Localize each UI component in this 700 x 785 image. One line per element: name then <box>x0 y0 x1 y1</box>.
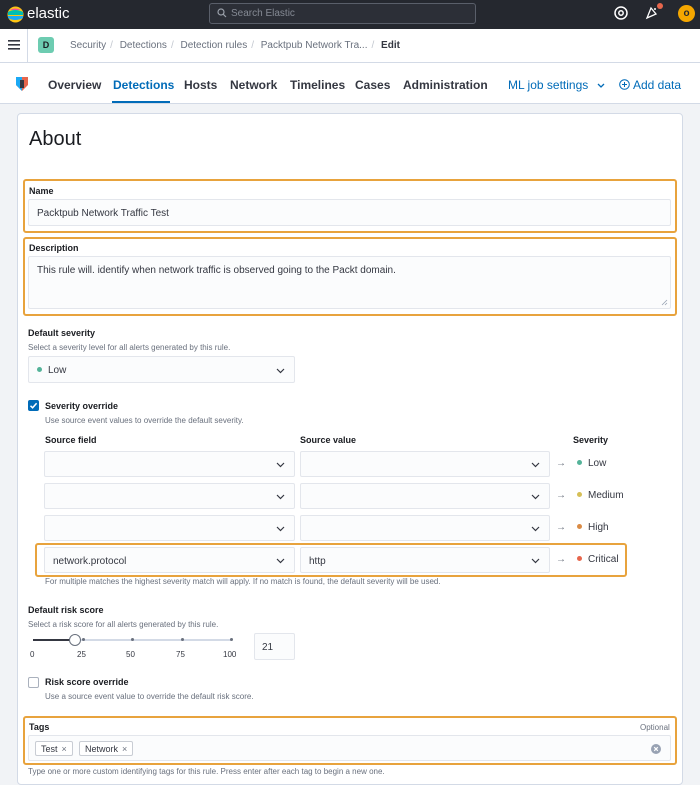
source-field-header: Source field <box>45 435 97 445</box>
severity-medium <box>577 490 624 501</box>
source-value-select[interactable] <box>300 547 550 573</box>
arrow-right-icon: → <box>556 458 566 469</box>
chevron-down-icon <box>276 558 285 564</box>
elastic-logo-icon[interactable] <box>7 6 24 23</box>
tag-label: Test <box>41 744 58 754</box>
description-value: This rule will. identify when network traffic is observed going to the Packt domain. <box>37 265 396 276</box>
add-data-button[interactable] <box>619 78 681 92</box>
breadcrumb-separator: / <box>110 40 113 51</box>
source-field-select[interactable] <box>44 483 295 509</box>
severity-override-label[interactable]: Severity override <box>45 401 119 411</box>
source-value-select[interactable] <box>300 515 550 541</box>
tag-chip[interactable] <box>35 741 73 756</box>
slider-tick-mark <box>82 638 85 641</box>
global-search[interactable] <box>209 3 476 24</box>
chevron-down-icon <box>531 526 540 532</box>
chevron-down-icon <box>276 494 285 500</box>
tab-cases[interactable]: Cases <box>355 78 391 92</box>
add-data-label: Add data <box>633 78 682 92</box>
breadcrumb-item-detections[interactable]: Detections <box>119 40 167 51</box>
tag-chip[interactable] <box>79 741 133 756</box>
breadcrumb-separator: / <box>371 40 375 51</box>
high-severity-dot <box>577 524 582 529</box>
tab-overview[interactable]: Overview <box>48 78 102 92</box>
ml-job-settings-label: ML job settings <box>508 78 589 92</box>
breadcrumb-item-detection-rules[interactable]: Detection rules <box>180 40 248 51</box>
clear-icon[interactable] <box>651 744 661 754</box>
chevron-down-icon <box>276 462 285 468</box>
menu-icon[interactable] <box>8 40 20 50</box>
risk-score-value: 21 <box>262 642 274 653</box>
slider-tick-label: 0 <box>30 650 35 659</box>
low-severity-dot <box>37 367 42 372</box>
chevron-down-icon <box>276 526 285 532</box>
divider <box>27 29 28 63</box>
arrow-right-icon: → <box>556 554 566 565</box>
breadcrumb-item-security[interactable]: Security <box>70 40 107 51</box>
default-severity-value <box>37 365 66 376</box>
severity-high <box>577 522 609 533</box>
severity-override-checkbox[interactable] <box>28 400 39 411</box>
severity-override-help: Use source event values to override the default severity. <box>45 416 244 425</box>
source-field-value: network.protocol <box>53 556 127 567</box>
risk-override-label[interactable]: Risk score override <box>45 677 129 687</box>
risk-score-slider[interactable] <box>33 634 231 646</box>
chevron-down-icon <box>597 83 605 89</box>
severity-critical <box>577 554 619 565</box>
breadcrumb-item-edit: Edit <box>381 40 400 51</box>
ml-job-settings-button[interactable] <box>508 78 605 92</box>
slider-tick-label: 100 <box>223 650 237 659</box>
name-label: Name <box>29 186 54 196</box>
breadcrumb-separator: / <box>170 40 174 51</box>
source-value-select[interactable] <box>300 483 550 509</box>
chevron-down-icon <box>276 368 285 374</box>
description-field[interactable] <box>28 256 671 309</box>
breadcrumb-item-rule[interactable]: Packtpub Network Tra... <box>260 40 368 51</box>
source-field-select[interactable] <box>44 515 295 541</box>
risk-score-input[interactable] <box>254 633 295 660</box>
space-avatar[interactable]: D <box>38 37 54 53</box>
brand-name[interactable]: elastic <box>27 5 70 22</box>
severity-low <box>577 458 606 469</box>
default-severity-help: Select a severity level for all alerts generated by this rule. <box>28 343 231 352</box>
medium-severity-dot <box>577 492 582 497</box>
remove-tag-icon[interactable]: × <box>61 744 67 754</box>
chevron-down-icon <box>531 462 540 468</box>
active-tab-indicator <box>112 101 170 103</box>
check-icon <box>28 400 39 411</box>
severity-low-text: Low <box>588 458 607 469</box>
description-label: Description <box>29 243 79 253</box>
severity-critical-text: Critical <box>588 554 619 565</box>
tab-administration[interactable]: Administration <box>403 78 488 92</box>
name-field[interactable] <box>28 199 671 226</box>
severity-high-text: High <box>588 522 609 533</box>
slider-tick-mark <box>230 638 233 641</box>
slider-tick-label: 25 <box>77 650 86 659</box>
source-value-header: Source value <box>300 435 357 445</box>
breadcrumb-bar <box>0 29 700 63</box>
severity-header: Severity <box>573 435 609 445</box>
default-severity-select[interactable] <box>28 356 295 383</box>
tab-detections[interactable]: Detections <box>113 78 175 92</box>
security-app-icon <box>16 77 28 91</box>
tags-help: Type one or more custom identifying tags for this rule. Press enter after each tag to begin a new one. <box>28 767 385 776</box>
source-field-select[interactable] <box>44 451 295 477</box>
search-input[interactable]: Search Elastic <box>231 8 295 19</box>
remove-tag-icon[interactable]: × <box>122 744 128 754</box>
help-icon[interactable] <box>614 6 628 20</box>
default-severity-label: Default severity <box>28 328 96 338</box>
chevron-down-icon <box>531 494 540 500</box>
tags-label: Tags <box>29 722 50 732</box>
resize-handle-icon[interactable] <box>661 299 668 306</box>
risk-override-checkbox[interactable] <box>28 677 39 688</box>
critical-severity-dot <box>577 556 582 561</box>
notification-dot <box>657 3 663 9</box>
source-value-select[interactable] <box>300 451 550 477</box>
tags-optional: Optional <box>640 723 670 732</box>
slider-tick-mark <box>131 638 134 641</box>
tab-hosts[interactable]: Hosts <box>184 78 218 92</box>
tag-label: Network <box>85 744 119 754</box>
default-severity-text: Low <box>48 365 67 376</box>
plus-circle-icon <box>619 79 630 90</box>
tab-network[interactable]: Network <box>230 78 278 92</box>
top-header <box>0 0 700 29</box>
risk-score-help: Select a risk score for all alerts generated by this rule. <box>28 620 219 629</box>
slider-tick-mark <box>181 638 184 641</box>
tab-timelines[interactable]: Timelines <box>290 78 346 92</box>
slider-thumb[interactable] <box>69 634 81 646</box>
security-nav <box>0 63 700 104</box>
search-icon <box>217 8 227 18</box>
risk-override-help: Use a source event value to override the default risk score. <box>45 692 254 701</box>
risk-score-label: Default risk score <box>28 605 104 615</box>
slider-tick-label: 75 <box>176 650 185 659</box>
arrow-right-icon: → <box>556 490 566 501</box>
breadcrumb <box>70 40 400 51</box>
user-avatar[interactable]: o <box>678 5 695 22</box>
arrow-right-icon: → <box>556 522 566 533</box>
name-value: Packtpub Network Traffic Test <box>37 208 169 219</box>
chevron-down-icon <box>531 558 540 564</box>
severity-medium-text: Medium <box>588 490 624 501</box>
breadcrumb-separator: / <box>251 40 254 51</box>
page-title: About <box>29 128 82 150</box>
low-severity-dot <box>577 460 582 465</box>
source-value-value: http <box>309 556 326 567</box>
slider-tick-label: 50 <box>126 650 135 659</box>
severity-override-note: For multiple matches the highest severity match will apply. If no match is found, the default severity will be used. <box>45 577 441 586</box>
source-field-select[interactable] <box>44 547 295 573</box>
